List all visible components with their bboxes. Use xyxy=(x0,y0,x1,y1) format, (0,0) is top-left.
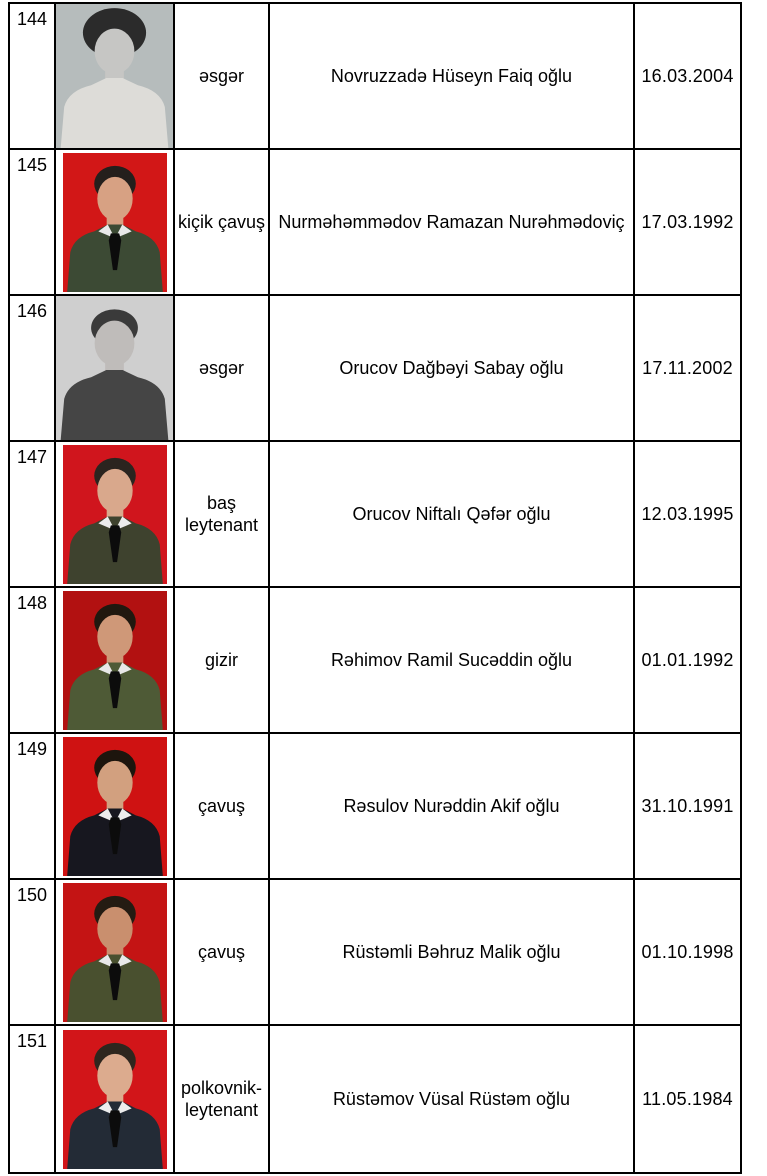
name-label: Rüstəmli Bəhruz Malik oğlu xyxy=(270,880,635,1026)
row-number: 149 xyxy=(17,739,48,759)
row-number-cell xyxy=(10,296,56,442)
rank-label: çavuş xyxy=(175,734,270,880)
row-number-cell xyxy=(10,4,56,150)
birth-date-label: 01.10.1998 xyxy=(635,880,740,1026)
name-label: Orucov Niftalı Qəfər oğlu xyxy=(270,442,635,588)
birth-date-label: 01.01.1992 xyxy=(635,588,740,734)
personnel-table xyxy=(8,2,742,1174)
row-number-cell xyxy=(10,588,56,734)
photo-cell xyxy=(56,1026,175,1172)
name-label: Rüstəmov Vüsal Rüstəm oğlu xyxy=(270,1026,635,1172)
portrait-photo xyxy=(63,883,167,1022)
birth-date-label: 11.05.1984 xyxy=(642,1088,733,1109)
portrait-photo xyxy=(56,4,173,148)
rank-label: kiçik çavuş xyxy=(175,150,270,296)
photo-cell xyxy=(56,880,175,1026)
row-number: 147 xyxy=(17,447,48,467)
photo-cell xyxy=(56,588,175,734)
birth-date-label: 12.03.1995 xyxy=(635,442,740,588)
name-label: Nurməhəmmədov Ramazan Nurəhmədoviç xyxy=(270,150,635,296)
photo-cell xyxy=(56,4,175,150)
name-label: Novruzzadə Hüseyn Faiq oğlu xyxy=(270,4,635,150)
portrait-photo xyxy=(63,445,167,584)
birth-date-label: 16.03.2004 xyxy=(635,4,740,150)
birth-date-label: 17.11.2002 xyxy=(635,296,740,442)
photo-cell xyxy=(56,442,175,588)
row-number: 150 xyxy=(17,885,48,905)
row-number-cell xyxy=(10,734,56,880)
row-number-cell xyxy=(10,1026,56,1172)
photo-cell xyxy=(56,150,175,296)
portrait-photo xyxy=(56,296,173,440)
portrait-photo xyxy=(63,1030,167,1169)
birth-date-label: 31.10.1991 xyxy=(635,734,740,880)
rank-label: gizir xyxy=(175,588,270,734)
portrait-photo xyxy=(63,591,167,730)
row-number: 148 xyxy=(17,593,48,613)
row-number-cell xyxy=(10,442,56,588)
name-label: Orucov Dağbəyi Sabay oğlu xyxy=(270,296,635,442)
portrait-photo xyxy=(63,153,167,292)
row-number: 145 xyxy=(17,155,48,175)
portrait-photo xyxy=(63,737,167,876)
name-label: Rəsulov Nurəddin Akif oğlu xyxy=(270,734,635,880)
photo-cell xyxy=(56,296,175,442)
row-number-cell xyxy=(10,880,56,1026)
photo-cell xyxy=(56,734,175,880)
rank-label: polkovnik-leytenant xyxy=(175,1026,270,1172)
row-number: 144 xyxy=(17,9,48,29)
name-label: Rəhimov Ramil Sucəddin oğlu xyxy=(270,588,635,734)
rank-label: əsgər xyxy=(175,4,270,150)
row-number: 151 xyxy=(17,1031,48,1051)
rank-label: baş leytenant xyxy=(175,442,270,588)
rank-label: çavuş xyxy=(175,880,270,1026)
row-number-cell xyxy=(10,150,56,296)
birth-date-label: 17.03.1992 xyxy=(635,150,740,296)
rank-label: əsgər xyxy=(175,296,270,442)
row-number: 146 xyxy=(17,301,48,321)
